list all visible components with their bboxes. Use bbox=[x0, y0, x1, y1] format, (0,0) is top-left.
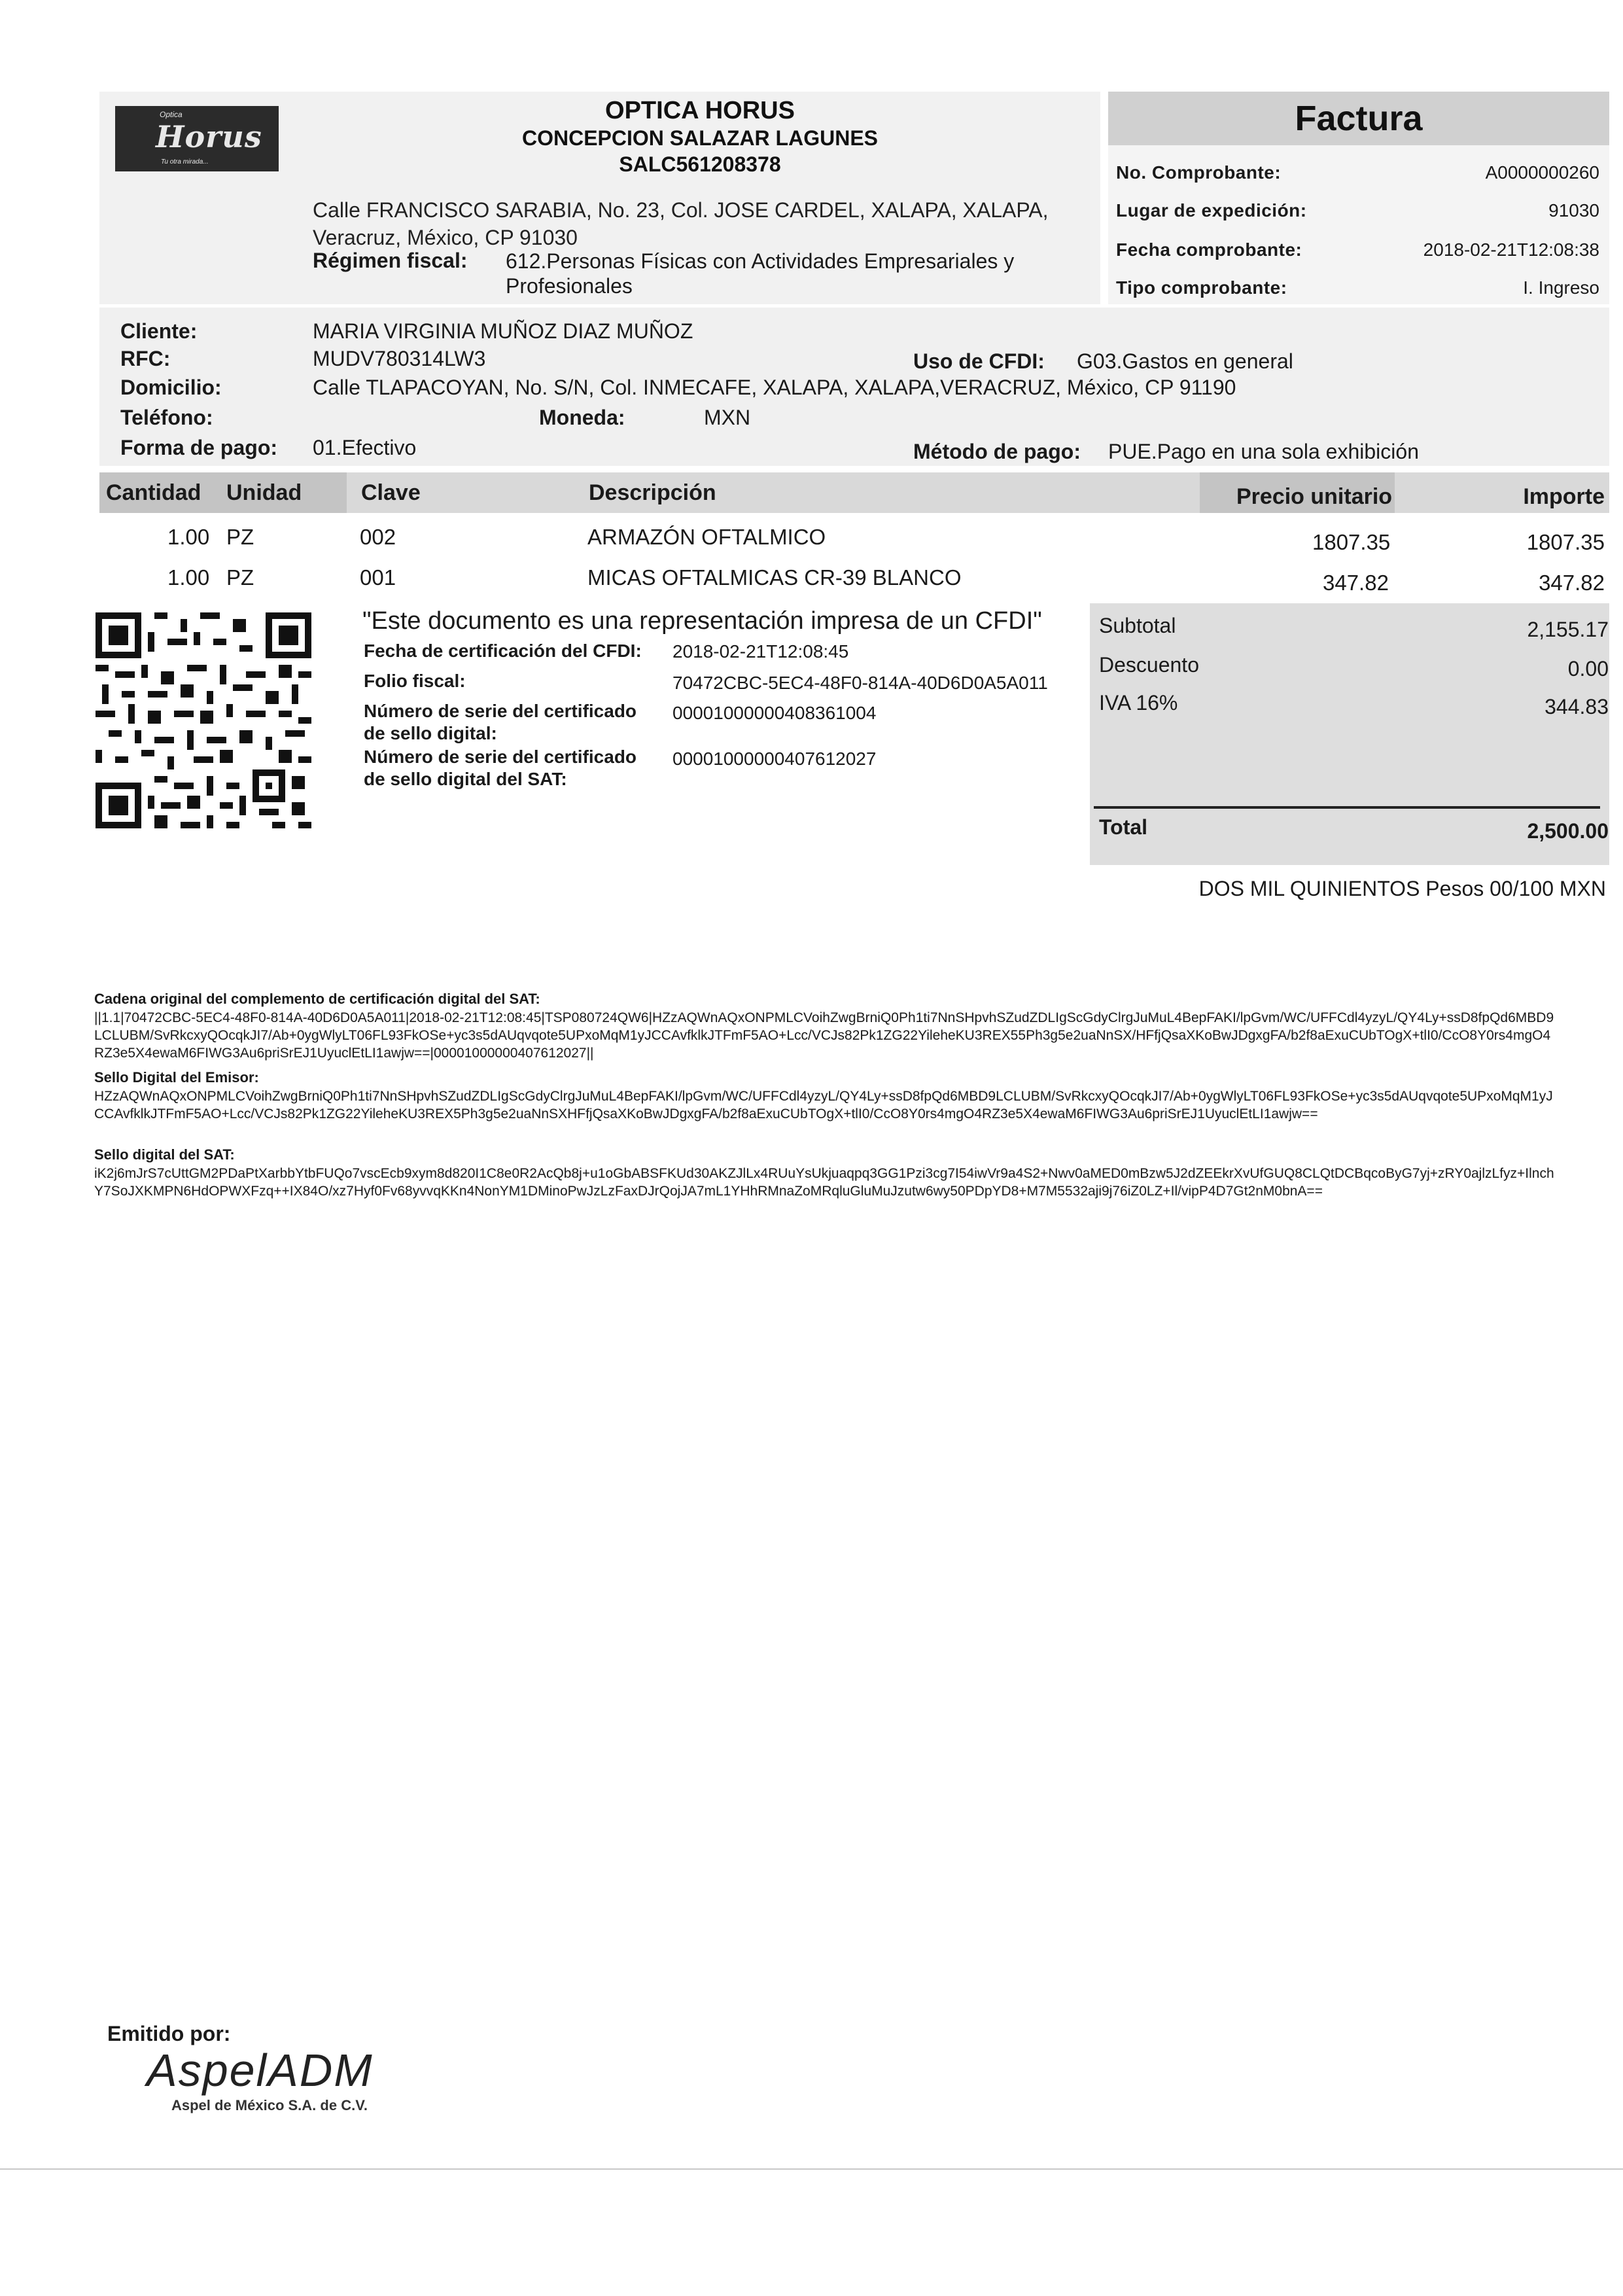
serie-sat-value: 00001000000407612027 bbox=[672, 749, 877, 769]
logo-small-text: Optica bbox=[160, 110, 183, 119]
row2-importe: 347.82 bbox=[1539, 571, 1605, 595]
header-unidad: Unidad bbox=[226, 480, 302, 505]
serie-cert-label bbox=[364, 700, 637, 745]
address-line-2: Veracruz, México, CP 91030 bbox=[313, 226, 578, 249]
folio-fiscal-label: Folio fiscal: bbox=[364, 671, 466, 691]
row1-precio: 1807.35 bbox=[1312, 530, 1391, 554]
metodo-pago-label: Método de pago: bbox=[913, 440, 1081, 463]
uso-cfdi-label: Uso de CFDI: bbox=[913, 349, 1045, 373]
company-address bbox=[313, 196, 1098, 251]
emitido-por-label: Emitido por: bbox=[107, 2022, 231, 2045]
serie-sat-label-1: Número de serie del certificado bbox=[364, 747, 637, 767]
comprobante-value: A0000000260 bbox=[1485, 162, 1599, 183]
serie-cert-value: 00001000000408361004 bbox=[672, 703, 877, 723]
row2-cantidad: 1.00 bbox=[167, 565, 210, 590]
total-in-words: DOS MIL QUINIENTOS Pesos 00/100 MXN bbox=[1198, 877, 1606, 900]
regimen-line-1: 612.Personas Físicas con Actividades Empresariales y bbox=[506, 249, 1015, 273]
sello-sat-text: iK2j6mJrS7cUttGM2PDaPtXarbbYtbFUQo7vscEcb9xym8d820I1C8e0R2AcQb8j+u1oGbABSFKUd30AKZJlLx4RUuYsUkjuaqpq3GG1Pzi3cg7I54iwVr9a4S2+Nwv0aMED0mBzw5J2dZEEkrXvUfGUQ8CLQtDCBqcoByG7yj+zRY0ajlzLfyz+IlnchY7SoJXKMPN6HdOPWXFzq++IX84O/xz7Hyf0Fv68yvvqKKn4NonYM1DMinoPwJzLzFaxDJrQojJA7mL1YHhRMnaZoMRqluGluMuJzutw6wy50PDpYD8+M7M5532aji9j76iZ0LZ+Il/vipP4D7Gt2nM0bnA== bbox=[94, 1166, 1554, 1199]
invoice-title: Factura bbox=[1295, 99, 1423, 138]
serie-cert-label-2: de sello digital: bbox=[364, 723, 497, 743]
row1-cantidad: 1.00 bbox=[167, 525, 210, 549]
folio-fiscal-value: 70472CBC-5EC4-48F0-814A-40D6D0A5A011 bbox=[672, 673, 1048, 693]
logo-wordmark: Horus bbox=[156, 119, 262, 154]
tipo-label: Tipo comprobante: bbox=[1116, 277, 1287, 298]
regimen-value bbox=[506, 249, 1094, 298]
iva-value: 344.83 bbox=[1544, 695, 1609, 718]
rfc-value: MUDV780314LW3 bbox=[313, 347, 486, 370]
serie-sat-label bbox=[364, 746, 637, 790]
tipo-value: I. Ingreso bbox=[1523, 277, 1599, 298]
sello-emisor-title: Sello Digital del Emisor: bbox=[94, 1069, 259, 1086]
logo-tagline: Tu otra mirada... bbox=[161, 158, 209, 166]
total-value: 2,500.00 bbox=[1527, 819, 1609, 843]
sello-sat-title: Sello digital del SAT: bbox=[94, 1146, 235, 1163]
serie-cert-label-1: Número de serie del certificado bbox=[364, 701, 637, 721]
company-name: OPTICA HORUS bbox=[605, 97, 795, 124]
header-descripcion: Descripción bbox=[589, 480, 716, 505]
descuento-label: Descuento bbox=[1099, 653, 1199, 677]
aspel-logo: AspelADM bbox=[147, 2045, 374, 2096]
row1-clave: 002 bbox=[360, 525, 396, 549]
serie-sat-label-2: de sello digital del SAT: bbox=[364, 769, 567, 789]
sello-emisor-text: HZzAQWnAQxONPMLCVoihZwgBrniQ0Ph1ti7NnSHpvhSZudZDLIgScGdyClrgJuMuL4BepFAKI/lpGvm/WC/UFFCdl4yzyL/QY4Ly+ssD8fpQd6MBD9LCLUBM/SvRkcxyQOcqkJI7/Ab+0ygWlyLT06FL93FkOSe+yc3s5dAUqvqote5UPxoMqM1yJCCAvfklkJTFmF5AO+Lcc/VCJs82Pk1ZG22YileheKU3REX5Ph3g5e2uaNnSXHFfjQsaXKoBwJDgxgFA/b2f8aExuCUbTOgX+tlI0/CcO8Y0rs4mgO4RZ3e5X4ewaM6FIWG3Au6priSrEJ1UyuclEtLI1awjw== bbox=[94, 1089, 1553, 1122]
telefono-label: Teléfono: bbox=[120, 406, 213, 429]
company-owner: CONCEPCION SALAZAR LAGUNES bbox=[521, 126, 878, 150]
cliente-value: MARIA VIRGINIA MUÑOZ DIAZ MUÑOZ bbox=[313, 319, 693, 343]
forma-pago-label: Forma de pago: bbox=[120, 436, 278, 459]
forma-pago-value: 01.Efectivo bbox=[313, 436, 417, 459]
address-line-1: Calle FRANCISCO SARABIA, No. 23, Col. JOSE CARDEL, XALAPA, XALAPA, bbox=[313, 198, 1049, 222]
regimen-line-2: Profesionales bbox=[506, 274, 633, 298]
page-bottom-rule bbox=[0, 2168, 1623, 2170]
subtotal-label: Subtotal bbox=[1099, 614, 1176, 637]
total-label: Total bbox=[1099, 815, 1148, 839]
iva-label: IVA 16% bbox=[1099, 691, 1178, 715]
descuento-value: 0.00 bbox=[1567, 657, 1609, 680]
lugar-value: 91030 bbox=[1548, 200, 1599, 221]
header-importe: Importe bbox=[1523, 484, 1605, 509]
domicilio-value: Calle TLAPACOYAN, No. S/N, Col. INMECAFE, XALAPA, XALAPA,VERACRUZ, México, CP 91190 bbox=[313, 376, 1236, 399]
moneda-label: Moneda: bbox=[539, 406, 625, 429]
aspel-company: Aspel de México S.A. de C.V. bbox=[171, 2097, 368, 2113]
comprobante-label: No. Comprobante: bbox=[1116, 162, 1282, 183]
regimen-label: Régimen fiscal: bbox=[313, 249, 468, 272]
domicilio-label: Domicilio: bbox=[120, 376, 222, 399]
fecha-label: Fecha comprobante: bbox=[1116, 239, 1302, 260]
uso-cfdi-value: G03.Gastos en general bbox=[1077, 349, 1293, 373]
header-precio: Precio unitario bbox=[1236, 484, 1393, 509]
cert-fecha-value: 2018-02-21T12:08:45 bbox=[672, 641, 849, 662]
cliente-label: Cliente: bbox=[120, 319, 198, 343]
company-rfc: SALC561208378 bbox=[619, 152, 781, 176]
totals-divider bbox=[1094, 806, 1600, 809]
row2-clave: 001 bbox=[360, 565, 396, 590]
lugar-label: Lugar de expedición: bbox=[1116, 200, 1307, 221]
company-logo bbox=[115, 106, 279, 171]
moneda-value: MXN bbox=[704, 406, 751, 429]
row1-descripcion: ARMAZÓN OFTALMICO bbox=[587, 525, 826, 549]
rfc-label: RFC: bbox=[120, 347, 171, 370]
cert-fecha-label: Fecha de certificación del CFDI: bbox=[364, 641, 642, 661]
cadena-original-text: ||1.1|70472CBC-5EC4-48F0-814A-40D6D0A5A011|2018-02-21T12:08:45|TSP080724QW6|HZzAQWnAQxONPMLCVoihZwgBrniQ0Ph1ti7NnSHpvhSZudZDLIgScGdyClrgJuMuL4BepFAKI/lpGvm/WC/UFFCdl4yzyL/QY4Ly+ssD8fpQd6MBD9LCLUBM/SvRkcxyQOcqkJI7/Ab+0ygWlyLT06FL93FkOSe+yc3s5dAUqvqote5UPxoMqM1yJCCAvfklkJTFmF5AO+Lcc/VCJs82Pk1ZG22YileheKU3REX55Ph3g5e2uaNnSX/HFfjQsaXKoBwJDgxgFA/b2f8aExuCUbTOgX+tlI0/CcO8Y0rs4mgO4RZ3e5X4ewaM6FIWG3Au6priSrEJ1UyuclEtLI1awjw==|00001000000407612027|| bbox=[94, 1010, 1554, 1061]
row2-unidad: PZ bbox=[226, 565, 254, 590]
metodo-pago-value: PUE.Pago en una sola exhibición bbox=[1108, 440, 1419, 463]
row2-precio: 347.82 bbox=[1323, 571, 1389, 595]
row1-importe: 1807.35 bbox=[1526, 530, 1605, 554]
qr-code-image bbox=[96, 612, 311, 828]
cadena-original-title: Cadena original del complemento de certificación digital del SAT: bbox=[94, 991, 540, 1007]
subtotal-value: 2,155.17 bbox=[1527, 618, 1609, 641]
fecha-value: 2018-02-21T12:08:38 bbox=[1423, 239, 1599, 260]
row2-descripcion: MICAS OFTALMICAS CR-39 BLANCO bbox=[587, 565, 962, 590]
cfdi-disclaimer: "Este documento es una representación impresa de un CFDI" bbox=[362, 607, 1042, 635]
row1-unidad: PZ bbox=[226, 525, 254, 549]
header-clave: Clave bbox=[361, 480, 421, 505]
header-cantidad: Cantidad bbox=[106, 480, 201, 505]
